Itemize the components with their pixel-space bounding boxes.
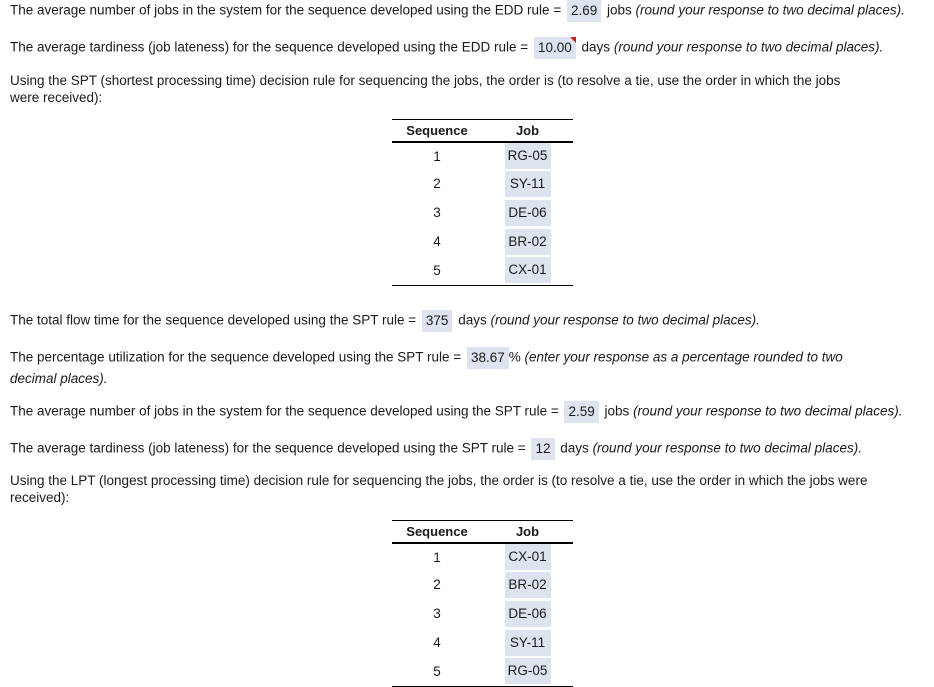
hint-text: (enter your response as a percentage rounded to two decimal places). bbox=[10, 349, 843, 386]
unit-label: % bbox=[508, 349, 521, 365]
table-row bbox=[392, 543, 573, 570]
spt-sequence-table bbox=[392, 119, 573, 286]
spt-avg-tardiness-question bbox=[10, 438, 862, 460]
sequence-number: 3 bbox=[433, 205, 441, 220]
column-header-job: Job bbox=[482, 120, 573, 143]
spt-intro-text: Using the SPT (shortest processing time) decision rule for sequencing the jobs, the order is (to resolve a tie, use the order in which the jobs were received): bbox=[10, 73, 841, 105]
table-row bbox=[392, 628, 573, 657]
unit-label: days bbox=[581, 39, 611, 55]
edd-avg-jobs-answer-field[interactable]: 2.69 bbox=[567, 0, 601, 22]
lpt-sequence-table bbox=[392, 520, 573, 687]
hint-text: (round your response to two decimal places). bbox=[490, 312, 760, 328]
sequence-number: 5 bbox=[392, 256, 482, 285]
job-answer-field[interactable]: SY-11 bbox=[505, 171, 551, 197]
job-answer-field[interactable]: CX-01 bbox=[505, 544, 551, 570]
job-answer-field[interactable]: SY-11 bbox=[505, 630, 551, 656]
question-text: The average number of jobs in the system for the sequence developed using the SPT rule = bbox=[10, 403, 559, 419]
unit-label: days bbox=[458, 312, 487, 328]
job-answer-field[interactable]: DE-06 bbox=[505, 200, 551, 226]
hint-text: (round your response to two decimal places). bbox=[633, 403, 903, 419]
spt-total-flow-question bbox=[10, 310, 760, 332]
sequence-number: 2 bbox=[433, 577, 441, 592]
hint-text: (round your response to two decimal places). bbox=[592, 440, 862, 456]
table-row bbox=[392, 657, 573, 686]
table-row bbox=[392, 198, 573, 227]
sequence-number: 5 bbox=[392, 657, 482, 686]
edd-avg-tardiness-question bbox=[10, 37, 883, 59]
job-answer-field[interactable]: BR-02 bbox=[505, 572, 551, 598]
table-row bbox=[392, 570, 573, 599]
hint-text: (round your response to two decimal places). bbox=[613, 39, 884, 55]
table-row bbox=[392, 599, 573, 628]
sequence-number: 1 bbox=[433, 549, 441, 565]
question-text: The average tardiness (job lateness) for the sequence developed using the EDD rule = bbox=[10, 39, 529, 55]
question-text: The total flow time for the sequence developed using the SPT rule = bbox=[10, 312, 417, 328]
sequence-number: 1 bbox=[433, 148, 441, 164]
table-row bbox=[392, 142, 573, 169]
job-answer-field[interactable]: RG-05 bbox=[505, 658, 551, 684]
table-row bbox=[392, 227, 573, 256]
edd-avg-jobs-question bbox=[10, 0, 905, 22]
column-header-sequence: Sequence bbox=[392, 120, 482, 143]
question-text: The average number of jobs in the system for the sequence developed using the EDD rule = bbox=[10, 2, 562, 18]
spt-utilization-answer-field[interactable]: 38.67 bbox=[467, 347, 509, 369]
lpt-intro-text: Using the LPT (longest processing time) decision rule for sequencing the jobs, the order is (to resolve a tie, use the order in which the jobs were received): bbox=[10, 473, 868, 505]
spt-avg-jobs-question bbox=[10, 401, 902, 423]
question-text: The average tardiness (job lateness) for the sequence developed using the SPT rule = bbox=[10, 440, 526, 456]
spt-utilization-question bbox=[10, 347, 860, 389]
sequence-number: 2 bbox=[433, 176, 441, 191]
spt-avg-jobs-answer-field[interactable]: 2.59 bbox=[564, 401, 598, 423]
column-header-sequence: Sequence bbox=[392, 521, 482, 544]
sequence-number: 3 bbox=[433, 606, 441, 621]
table-row bbox=[392, 169, 573, 198]
hint-text: (round your response to two decimal places). bbox=[635, 2, 905, 18]
job-answer-field[interactable]: BR-02 bbox=[505, 229, 551, 255]
job-answer-field[interactable]: CX-01 bbox=[505, 257, 551, 283]
column-header-job: Job bbox=[482, 521, 573, 544]
unit-label: days bbox=[560, 440, 589, 456]
unit-label: jobs bbox=[604, 403, 630, 419]
spt-total-flow-answer-field[interactable]: 375 bbox=[422, 310, 453, 332]
sequence-number: 4 bbox=[433, 635, 441, 650]
edd-avg-tardiness-answer-field[interactable]: 10.00 bbox=[534, 37, 576, 59]
unit-label: jobs bbox=[607, 2, 632, 18]
sequence-number: 4 bbox=[433, 234, 441, 249]
job-answer-field[interactable]: DE-06 bbox=[505, 601, 551, 627]
job-answer-field[interactable]: RG-05 bbox=[505, 143, 551, 169]
table-row bbox=[392, 256, 573, 285]
spt-avg-tardiness-answer-field[interactable]: 12 bbox=[531, 438, 554, 460]
question-text: The percentage utilization for the sequence developed using the SPT rule = bbox=[10, 349, 462, 365]
